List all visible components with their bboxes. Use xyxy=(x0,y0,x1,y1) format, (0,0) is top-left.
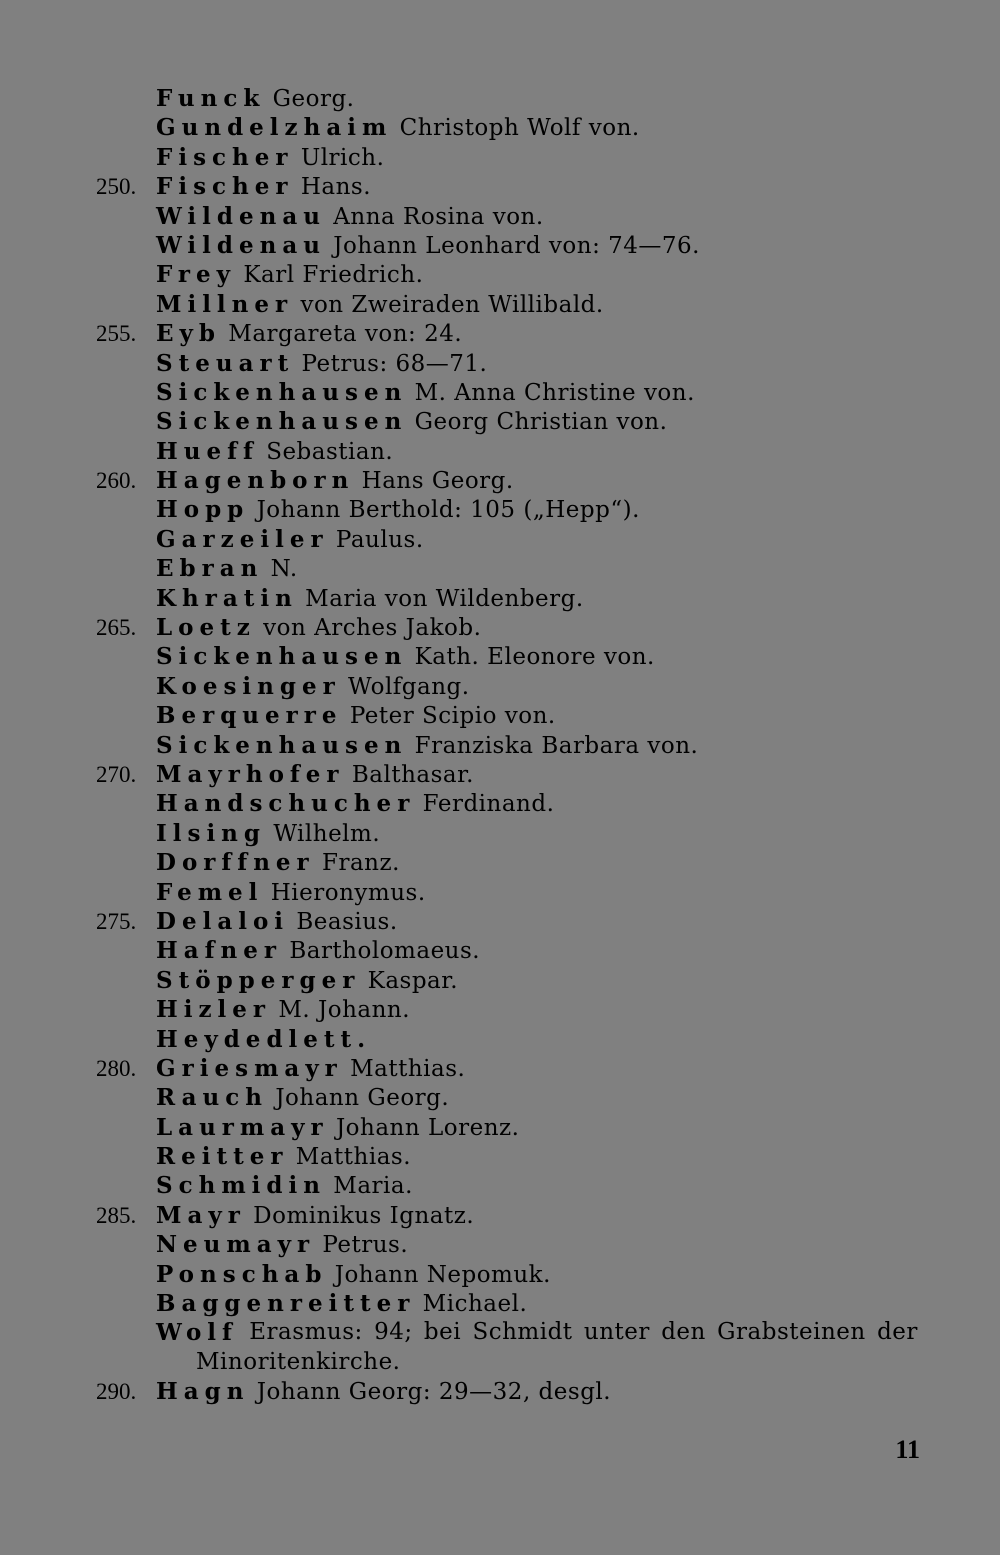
entry-number: 285. xyxy=(96,1202,137,1228)
entry-details: Sebastian. xyxy=(266,438,394,465)
entry-line xyxy=(0,819,1000,848)
entry-line xyxy=(0,378,1000,407)
entry-surname: Neumayr xyxy=(156,1231,316,1259)
entry-surname: Rauch xyxy=(156,1084,268,1112)
entry-text xyxy=(156,495,640,525)
entry-line xyxy=(0,1025,1000,1054)
entry-details: Dominikus Ignatz. xyxy=(253,1202,475,1229)
entry-line xyxy=(0,907,1000,936)
entry-surname: Koesinger xyxy=(156,672,341,700)
entry-surname: Wildenau xyxy=(156,202,326,230)
entry-text xyxy=(156,966,458,996)
entry-text xyxy=(156,760,474,790)
entry-surname: Berquerre xyxy=(156,702,343,730)
entry-details: Johann Nepomuk. xyxy=(334,1261,551,1288)
entry-line xyxy=(0,1171,1000,1200)
entry-text xyxy=(156,260,423,290)
entry-text xyxy=(156,466,514,496)
entry-line xyxy=(0,760,1000,789)
entry-line xyxy=(0,878,1000,907)
entry-surname: Stöpperger xyxy=(156,966,361,994)
entry-line xyxy=(0,1377,1000,1406)
entry-text xyxy=(156,1171,413,1201)
entry-details: Anna Rosina von. xyxy=(333,203,544,230)
entry-line xyxy=(0,613,1000,642)
entry-line xyxy=(0,143,1000,172)
entry-surname: Hueff xyxy=(156,437,259,465)
entry-details: Paulus. xyxy=(335,526,424,553)
entry-surname: Steuart xyxy=(156,349,295,377)
entry-word: 94; xyxy=(374,1319,413,1346)
entry-surname: Handschucher xyxy=(156,790,416,818)
entry-line xyxy=(0,554,1000,583)
entry-details: Kath. Eleonore von. xyxy=(414,644,655,671)
entry-details: Hans. xyxy=(300,174,372,201)
entry-details: Petrus. xyxy=(322,1232,409,1259)
entry-text xyxy=(156,231,700,261)
entry-line xyxy=(0,966,1000,995)
entry-line xyxy=(0,349,1000,378)
entry-line xyxy=(0,260,1000,289)
entry-text xyxy=(156,378,695,408)
entry-text xyxy=(156,1083,449,1113)
entry-line xyxy=(0,1289,1000,1318)
entry-line xyxy=(0,789,1000,818)
entry-list xyxy=(0,84,1000,1407)
entry-text xyxy=(156,878,426,908)
entry-text xyxy=(156,936,480,966)
entry-number: 260. xyxy=(96,468,137,494)
entry-line xyxy=(0,84,1000,113)
entry-details: von Zweiraden Willibald. xyxy=(300,291,604,318)
entry-line xyxy=(0,1083,1000,1112)
entry-line xyxy=(0,672,1000,701)
entry-text xyxy=(156,1260,551,1290)
entry-line xyxy=(0,642,1000,671)
entry-text xyxy=(156,819,380,849)
entry-text xyxy=(156,143,384,173)
entry-surname: Laurmayr xyxy=(156,1113,329,1141)
entry-line xyxy=(0,407,1000,436)
entry-surname: Hagn xyxy=(156,1378,250,1406)
entry-line xyxy=(0,1318,1000,1347)
entry-details: Wolfgang. xyxy=(348,673,470,700)
entry-line xyxy=(0,1054,1000,1083)
entry-word: Schmidt xyxy=(472,1319,573,1346)
entry-surname: Wolf xyxy=(156,1319,238,1347)
entry-surname: Hopp xyxy=(156,496,250,524)
entry-number: 250. xyxy=(96,174,137,200)
entry-line xyxy=(0,848,1000,877)
entry-text xyxy=(156,1318,918,1347)
entry-text xyxy=(156,731,698,761)
entry-surname: Gundelzhaim xyxy=(156,114,393,142)
entry-line xyxy=(0,731,1000,760)
entry-surname: Hagenborn xyxy=(156,467,355,495)
entry-text xyxy=(156,172,371,202)
entry-line xyxy=(0,995,1000,1024)
entry-text xyxy=(156,407,667,437)
entry-details: Balthasar. xyxy=(351,761,474,788)
entry-line xyxy=(0,584,1000,613)
entry-line xyxy=(0,202,1000,231)
entry-surname: Dorffner xyxy=(156,849,315,877)
entry-details: Hieronymus. xyxy=(270,879,426,906)
entry-line xyxy=(0,1260,1000,1289)
entry-details: Christoph Wolf von. xyxy=(399,115,640,142)
entry-line xyxy=(0,319,1000,348)
entry-text xyxy=(156,995,410,1025)
entry-word: Grabsteinen xyxy=(717,1319,866,1346)
entry-surname: Griesmayr xyxy=(156,1054,343,1082)
entry-surname: Frey xyxy=(156,261,237,289)
entry-word: bei xyxy=(423,1319,462,1346)
entry-details: M. Johann. xyxy=(278,997,411,1024)
entry-details: Margareta von: 24. xyxy=(228,321,463,348)
entry-surname: Fischer xyxy=(156,143,294,171)
entry-details: Matthias. xyxy=(350,1055,466,1082)
entry-text xyxy=(156,789,554,819)
entry-word: der xyxy=(877,1319,918,1346)
entry-surname: Hizler xyxy=(156,996,272,1024)
entry-surname: Ponschab xyxy=(156,1260,328,1288)
entry-surname: Wildenau xyxy=(156,231,326,259)
entry-text xyxy=(156,84,355,114)
entry-surname: Eyb xyxy=(156,320,221,348)
entry-text xyxy=(156,584,584,614)
entry-surname: Mayr xyxy=(156,1201,246,1229)
entry-details: Beasius. xyxy=(296,908,398,935)
entry-details: Petrus: 68—71. xyxy=(301,350,488,377)
entry-text xyxy=(156,113,640,143)
entry-text xyxy=(156,1289,527,1319)
entry-surname: Millner xyxy=(156,290,294,318)
entry-text xyxy=(156,672,470,702)
entry-surname: Garzeiler xyxy=(156,525,329,553)
entry-line xyxy=(0,466,1000,495)
entry-details: Matthias. xyxy=(295,1144,412,1171)
entry-word: unter xyxy=(583,1319,650,1346)
entry-line xyxy=(0,290,1000,319)
entry-surname: Baggenreitter xyxy=(156,1290,416,1318)
entry-line xyxy=(0,1230,1000,1259)
entry-number: 280. xyxy=(96,1055,137,1081)
page-number: 11 xyxy=(895,1435,920,1464)
entry-text xyxy=(156,1230,408,1260)
entry-text xyxy=(156,907,398,937)
entry-text xyxy=(156,437,393,467)
entry-text xyxy=(156,525,424,555)
entry-number: 265. xyxy=(96,615,137,641)
entry-line xyxy=(0,1142,1000,1171)
entry-surname: Khratin xyxy=(156,584,298,612)
entry-details: Wilhelm. xyxy=(273,820,381,847)
entry-surname: Ebran xyxy=(156,555,264,583)
entry-surname: Hafner xyxy=(156,937,283,965)
entry-number: 255. xyxy=(96,321,137,347)
entry-text xyxy=(156,202,544,232)
entry-surname: Reitter xyxy=(156,1143,289,1171)
entry-surname: Loetz xyxy=(156,614,256,642)
entry-number: 275. xyxy=(96,908,137,934)
entry-details: Johann Berthold: 105 („Hepp“). xyxy=(256,497,640,524)
entry-details: Johann Leonhard von: 74—76. xyxy=(333,232,700,259)
entry-surname: Sickenhausen xyxy=(156,731,408,759)
entry-surname: Sickenhausen xyxy=(156,408,408,436)
entry-details: N. xyxy=(270,556,298,583)
entry-line xyxy=(0,113,1000,142)
entry-details: Hans Georg. xyxy=(361,468,514,495)
entry-details: von Arches Jakob. xyxy=(263,615,482,642)
entry-surname: Femel xyxy=(156,878,264,906)
entry-text xyxy=(156,1142,411,1172)
entry-text xyxy=(156,349,487,379)
entry-line xyxy=(0,1201,1000,1230)
entry-details: Michael. xyxy=(422,1291,528,1318)
entry-text xyxy=(156,1054,465,1084)
entry-line xyxy=(0,525,1000,554)
entry-surname: Sickenhausen xyxy=(156,643,408,671)
entry-surname: Fischer xyxy=(156,173,294,201)
entry-details: Bartholomaeus. xyxy=(289,938,481,965)
entry-surname: Funck xyxy=(156,85,266,112)
entry-text xyxy=(156,613,481,643)
entry-surname: Schmidin xyxy=(156,1172,326,1200)
entry-text xyxy=(156,701,556,731)
entry-continuation-line xyxy=(0,1348,1000,1377)
entry-details: Georg. xyxy=(272,86,355,112)
entry-details: M. Anna Christine von. xyxy=(414,379,695,406)
entry-details: Johann Georg. xyxy=(275,1085,450,1112)
entry-details: Johann Georg: 29—32, desgl. xyxy=(256,1379,612,1406)
entry-line xyxy=(0,495,1000,524)
entry-word: den xyxy=(661,1319,706,1346)
entry-details: Franziska Barbara von. xyxy=(414,732,699,759)
entry-text xyxy=(156,1025,371,1055)
entry-line xyxy=(0,701,1000,730)
entry-text xyxy=(156,642,655,672)
entry-surname: Ilsing xyxy=(156,819,266,847)
entry-text xyxy=(156,290,604,320)
entry-details: Peter Scipio von. xyxy=(349,703,556,730)
entry-surname: Delaloi xyxy=(156,907,290,935)
entry-text xyxy=(156,1201,474,1231)
entry-details: Ferdinand. xyxy=(422,791,555,818)
entry-line xyxy=(0,1113,1000,1142)
entry-surname: Sickenhausen xyxy=(156,378,408,406)
entry-details: Maria von Wildenberg. xyxy=(305,585,584,612)
entry-details: Georg Christian von. xyxy=(414,409,668,436)
entry-text xyxy=(156,554,298,584)
entry-surname: Heydedlett. xyxy=(156,1025,372,1053)
entry-line xyxy=(0,437,1000,466)
entry-details: Kaspar. xyxy=(367,967,459,994)
entry-text xyxy=(156,848,400,878)
entry-word: Erasmus: xyxy=(249,1319,363,1346)
entry-details: Franz. xyxy=(321,850,400,877)
entry-line xyxy=(0,172,1000,201)
entry-number: 290. xyxy=(96,1379,137,1405)
entry-line xyxy=(0,936,1000,965)
entry-details: Karl Friedrich. xyxy=(243,262,424,289)
entry-continuation: Minoritenkirche. xyxy=(196,1348,401,1375)
entry-line xyxy=(0,231,1000,260)
entry-text xyxy=(156,1113,519,1143)
entry-surname: Mayrhofer xyxy=(156,760,345,788)
entry-number: 270. xyxy=(96,761,137,787)
entry-details: Johann Lorenz. xyxy=(335,1114,520,1141)
entry-details: Ulrich. xyxy=(300,144,385,171)
entry-text xyxy=(156,1377,611,1407)
entry-details: Maria. xyxy=(333,1173,413,1200)
entry-text xyxy=(156,319,462,349)
